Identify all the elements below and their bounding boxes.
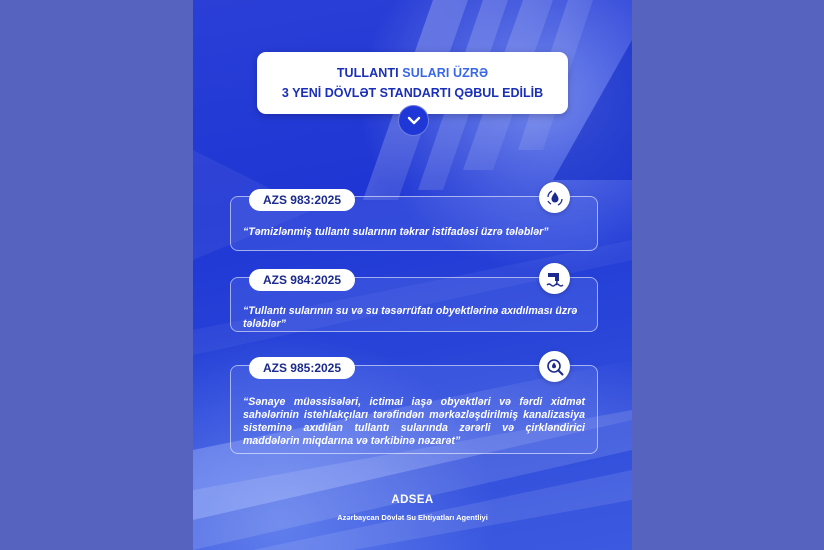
water-recycle-icon <box>539 182 570 213</box>
water-inspection-icon <box>539 351 570 382</box>
title-line-2: 3 YENİ DÖVLƏT STANDARTI QƏBUL EDİLİB <box>281 85 544 100</box>
standard-description: “Təmizlənmiş tullantı sularının təkrar istifadəsi üzrə tələblər” <box>243 226 549 238</box>
standard-description: “Tullantı sularının su və su təsərrüfatı obyektlərinə axıdılması üzrə tələblər” <box>243 305 578 330</box>
standard-code-pill: AZS 985:2025 <box>249 357 355 379</box>
standard-description: “Sənaye müəssisələri, ictimai iaşə obyektləri və fərdi xidmət sahələrinin istehlakçıları tərəfindən mərkəzləşdirilmiş kanalizasiya sisteminə axıdılan tullantı sularında zərərli və çirkləndirici maddələrin miqdarına və tərkibinə nəzarət” <box>243 396 585 447</box>
standard-code-pill: AZS 983:2025 <box>249 189 355 211</box>
agency-full-name: Azərbaycan Dövlət Su Ehtiyatları Agentliyi <box>337 513 488 522</box>
title-line-1: TULLANTI SULARI ÜZRƏ <box>336 65 489 80</box>
wastewater-discharge-icon <box>539 263 570 294</box>
poster <box>193 0 632 550</box>
standard-code-pill: AZS 984:2025 <box>249 269 355 291</box>
agency-logo-name: ADSEA <box>391 494 434 506</box>
chevron-down-icon <box>398 105 429 136</box>
